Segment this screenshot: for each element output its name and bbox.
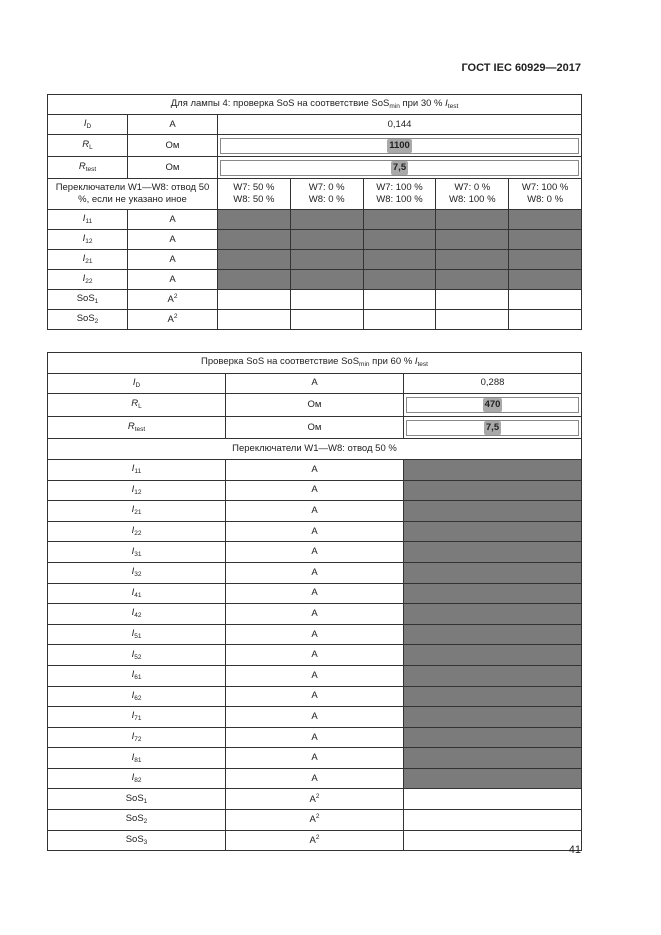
unit-cell [226, 583, 404, 604]
symbol: I [131, 586, 135, 598]
sos-table-60pct [47, 352, 582, 851]
shaded-cell [404, 542, 582, 563]
symbol-cell [48, 727, 226, 748]
symbol-cell [48, 521, 226, 542]
unit: A [311, 731, 318, 743]
unit-cell [226, 394, 404, 417]
symbol: I [131, 730, 135, 742]
value: 7,5 [392, 161, 407, 173]
shaded-cell [290, 270, 363, 290]
switch-header-row [48, 439, 582, 460]
symbol-sub: test [134, 426, 146, 434]
symbol-cell [48, 394, 226, 417]
symbol-sub: 21 [134, 509, 142, 517]
unit: A [309, 814, 316, 826]
symbol: I [131, 504, 135, 516]
unit: A [311, 505, 318, 517]
shaded-cell [363, 210, 436, 230]
value-cell [404, 416, 582, 439]
title-sub: min [389, 102, 400, 110]
unit-cell [226, 830, 404, 851]
unit-cell [226, 521, 404, 542]
symbol-sub: 22 [85, 277, 93, 285]
table-row [48, 250, 582, 270]
value-cell [218, 115, 582, 135]
table-row [48, 789, 582, 810]
unit-cell [226, 416, 404, 439]
empty-cell [218, 310, 291, 330]
symbol: I [132, 376, 136, 388]
unit: A [311, 525, 318, 537]
table-row [48, 624, 582, 645]
unit: A [311, 607, 318, 619]
symbol: R [82, 138, 90, 150]
switch-col-5: W7: 100 % W8: 0 % [509, 179, 582, 210]
page-number: 41 [568, 844, 581, 856]
symbol-sub: 41 [134, 591, 142, 599]
symbol: R [131, 398, 139, 410]
unit-cell [226, 562, 404, 583]
symbol-cell [48, 542, 226, 563]
table-row [48, 459, 582, 480]
shaded-cell [290, 230, 363, 250]
unit: A [311, 463, 318, 475]
table-row [48, 310, 582, 330]
unit-cell [128, 115, 218, 135]
unit-sup: 2 [315, 834, 320, 842]
symbol: I [131, 689, 135, 701]
symbol-sub: 61 [134, 674, 142, 682]
unit-cell [128, 270, 218, 290]
symbol-cell [48, 373, 226, 394]
empty-cell [436, 290, 509, 310]
shaded-cell [509, 230, 582, 250]
empty-cell [404, 830, 582, 851]
title-mid: при 60 % [369, 356, 415, 368]
symbol-sub: L [89, 143, 93, 151]
value-box [406, 420, 579, 436]
unit-cell [128, 290, 218, 310]
unit-cell [226, 645, 404, 666]
empty-cell [404, 789, 582, 810]
empty-cell [509, 290, 582, 310]
symbol-sub: 11 [85, 217, 93, 225]
symbol-sub: 42 [134, 612, 142, 620]
symbol: I [82, 232, 86, 244]
empty-cell [363, 310, 436, 330]
symbol: SoS [76, 292, 95, 304]
title-symbol-sub: test [447, 102, 459, 110]
unit: A [311, 772, 318, 784]
unit-cell [226, 789, 404, 810]
value: 470 [484, 398, 501, 410]
symbol: R [78, 160, 86, 172]
symbol-sub: 22 [134, 529, 142, 537]
unit-sup: 2 [173, 293, 178, 301]
unit-cell [226, 459, 404, 480]
shaded-cell [363, 230, 436, 250]
symbol-sub: 82 [134, 777, 142, 785]
table-row [48, 270, 582, 290]
title-symbol-sub: test [417, 361, 428, 369]
symbol: I [131, 627, 135, 639]
shaded-cell [436, 210, 509, 230]
symbol: I [131, 545, 135, 557]
table-title [48, 95, 582, 115]
table-row [48, 521, 582, 542]
table-row [48, 501, 582, 522]
shaded-cell [436, 270, 509, 290]
value: 1100 [389, 139, 410, 151]
symbol-cell [48, 459, 226, 480]
title-sub: min [359, 361, 370, 369]
symbol-cell [48, 115, 128, 135]
shaded-cell [436, 250, 509, 270]
param-row [48, 115, 582, 135]
empty-cell [218, 290, 291, 310]
value-box [406, 397, 579, 413]
shaded-cell [404, 768, 582, 789]
unit: A [311, 669, 318, 681]
symbol-sub: 71 [134, 715, 142, 723]
unit: A [311, 690, 318, 702]
unit-cell [128, 310, 218, 330]
symbol-cell [48, 230, 128, 250]
symbol-cell [48, 210, 128, 230]
empty-cell [290, 310, 363, 330]
unit-cell [226, 665, 404, 686]
empty-cell [404, 810, 582, 831]
table-row [48, 210, 582, 230]
symbol-cell [48, 748, 226, 769]
unit-cell [226, 748, 404, 769]
shaded-cell [404, 583, 582, 604]
unit: A [169, 273, 176, 285]
unit-cell [128, 210, 218, 230]
symbol-sub: 21 [85, 257, 93, 265]
switch-col-3: W7: 100 % W8: 100 % [363, 179, 436, 210]
symbol-cell [48, 250, 128, 270]
unit-cell [226, 542, 404, 563]
sos-table-lamp4 [47, 94, 582, 330]
unit-cell [226, 768, 404, 789]
shaded-cell [509, 270, 582, 290]
symbol-cell [48, 830, 226, 851]
symbol: I [131, 772, 135, 784]
switch-label: Переключатели W1—W8: отвод 50 % [48, 439, 582, 460]
symbol-sub: 51 [134, 632, 142, 640]
symbol-cell [48, 810, 226, 831]
switch-col-1: W7: 50 % W8: 50 % [218, 179, 291, 210]
unit-cell [226, 707, 404, 728]
symbol-sub: 31 [134, 550, 142, 558]
symbol-sub: 12 [134, 488, 142, 496]
shaded-cell [404, 521, 582, 542]
table-title-row [48, 353, 582, 374]
symbol: I [131, 524, 135, 536]
table-row [48, 542, 582, 563]
symbol-cell [48, 665, 226, 686]
unit-cell [226, 624, 404, 645]
symbol-sub: 62 [134, 694, 142, 702]
title-text: Для лампы 4: проверка SoS на соответствие SoS [170, 97, 390, 109]
unit-cell [226, 686, 404, 707]
table-row [48, 748, 582, 769]
unit: Ом [307, 399, 322, 411]
symbol: I [82, 252, 86, 264]
shaded-cell [509, 210, 582, 230]
title-symbol: I [445, 97, 448, 109]
unit-cell [226, 604, 404, 625]
symbol: I [131, 710, 135, 722]
unit-cell [226, 501, 404, 522]
symbol: I [131, 648, 135, 660]
symbol: I [131, 483, 135, 495]
shaded-cell [404, 624, 582, 645]
symbol-sub: 2 [94, 317, 99, 325]
unit: A [167, 314, 174, 326]
param-row [48, 416, 582, 439]
shaded-cell [218, 270, 291, 290]
table-row [48, 562, 582, 583]
symbol-sub: 1 [143, 797, 148, 805]
symbol-cell [48, 583, 226, 604]
shaded-cell [404, 604, 582, 625]
unit: A [169, 253, 176, 265]
symbol: SoS [76, 312, 95, 324]
symbol-cell [48, 135, 128, 157]
symbol-sub: test [85, 165, 97, 173]
symbol-sub: 12 [85, 237, 93, 245]
symbol-sub: 2 [143, 818, 148, 826]
symbol: I [82, 212, 86, 224]
unit: A [311, 628, 318, 640]
unit: A [167, 294, 174, 306]
shaded-cell [290, 210, 363, 230]
table-row [48, 686, 582, 707]
table-row [48, 830, 582, 851]
shaded-cell [404, 501, 582, 522]
symbol: I [82, 272, 86, 284]
symbol-sub: 81 [134, 756, 142, 764]
table-row [48, 727, 582, 748]
table-row [48, 583, 582, 604]
symbol: SoS [125, 833, 144, 845]
switch-label: Переключатели W1—W8: отвод 50 %, если не указано иное [48, 179, 218, 210]
unit-cell [226, 727, 404, 748]
shaded-cell [404, 748, 582, 769]
shaded-cell [404, 665, 582, 686]
shaded-cell [290, 250, 363, 270]
unit: A [311, 484, 318, 496]
param-row [48, 135, 582, 157]
value-cell [404, 394, 582, 417]
symbol-sub: L [138, 403, 142, 411]
unit-cell [226, 373, 404, 394]
unit-sup: 2 [315, 813, 320, 821]
table-row [48, 707, 582, 728]
table-row [48, 480, 582, 501]
unit-cell [128, 135, 218, 157]
title-symbol: I [414, 356, 418, 368]
unit: A [169, 213, 176, 225]
symbol-cell [48, 416, 226, 439]
symbol-cell [48, 624, 226, 645]
value-cell [404, 373, 582, 394]
symbol: I [131, 463, 135, 475]
switch-col-2: W7: 0 % W8: 0 % [290, 179, 363, 210]
unit: Ом [165, 161, 180, 173]
unit: A [311, 587, 318, 599]
symbol-sub: 72 [134, 735, 142, 743]
shaded-cell [218, 230, 291, 250]
symbol-cell [48, 270, 128, 290]
empty-cell [290, 290, 363, 310]
param-row [48, 157, 582, 179]
title-text: Проверка SoS на соответствие SoS [201, 356, 360, 368]
switch-col-4: W7: 0 % W8: 100 % [436, 179, 509, 210]
unit: A [311, 546, 318, 558]
standard-designation: ГОСТ IEC 60929—2017 [461, 62, 581, 74]
unit: A [169, 118, 176, 130]
table-row [48, 768, 582, 789]
table-title [48, 353, 582, 374]
symbol-sub: D [135, 381, 141, 389]
symbol: I [131, 566, 135, 578]
symbol-sub: 11 [134, 468, 142, 476]
symbol-sub: 32 [134, 571, 142, 579]
unit: A [169, 233, 176, 245]
value-cell [218, 135, 582, 157]
shaded-cell [404, 459, 582, 480]
symbol: SoS [125, 813, 144, 825]
shaded-cell [404, 707, 582, 728]
symbol-sub: 3 [143, 838, 148, 846]
param-row [48, 373, 582, 394]
switch-header-row [48, 179, 582, 210]
empty-cell [509, 310, 582, 330]
unit-cell [128, 250, 218, 270]
shaded-cell [218, 250, 291, 270]
symbol: I [131, 607, 135, 619]
unit-sup: 2 [173, 313, 178, 321]
unit: A [311, 377, 318, 389]
symbol-sub: D [86, 122, 92, 130]
unit-cell [128, 230, 218, 250]
symbol-sub: 1 [94, 297, 99, 305]
unit: A [309, 835, 316, 847]
shaded-cell [509, 250, 582, 270]
shaded-cell [404, 480, 582, 501]
symbol: R [127, 421, 135, 433]
unit: A [311, 710, 318, 722]
unit: Ом [307, 421, 322, 433]
value-cell [218, 157, 582, 179]
value: 0,288 [480, 377, 505, 389]
unit-cell [128, 157, 218, 179]
symbol: I [131, 669, 135, 681]
shaded-cell [218, 210, 291, 230]
param-row [48, 394, 582, 417]
symbol-cell [48, 501, 226, 522]
table-row [48, 645, 582, 666]
symbol-cell [48, 604, 226, 625]
symbol: SoS [125, 792, 144, 804]
symbol-cell [48, 480, 226, 501]
symbol-cell [48, 645, 226, 666]
empty-cell [363, 290, 436, 310]
unit: A [311, 752, 318, 764]
symbol-cell [48, 290, 128, 310]
table-row [48, 230, 582, 250]
unit-sup: 2 [315, 792, 320, 800]
shaded-cell [404, 727, 582, 748]
shaded-cell [436, 230, 509, 250]
value-box [220, 138, 579, 154]
symbol-cell [48, 686, 226, 707]
symbol-cell [48, 768, 226, 789]
symbol: I [131, 751, 135, 763]
table-row [48, 290, 582, 310]
unit: A [309, 793, 316, 805]
shaded-cell [363, 270, 436, 290]
symbol-cell [48, 310, 128, 330]
shaded-cell [363, 250, 436, 270]
symbol-cell [48, 789, 226, 810]
symbol: I [83, 117, 87, 129]
value-box [220, 160, 579, 176]
symbol-sub: 52 [134, 653, 142, 661]
shaded-cell [404, 562, 582, 583]
value: 7,5 [485, 421, 500, 433]
shaded-cell [404, 686, 582, 707]
symbol-cell [48, 562, 226, 583]
unit: A [311, 566, 318, 578]
unit-cell [226, 480, 404, 501]
table-row [48, 604, 582, 625]
unit-cell [226, 810, 404, 831]
value: 0,144 [387, 118, 412, 130]
symbol-cell [48, 157, 128, 179]
unit: A [311, 649, 318, 661]
unit: Ом [165, 139, 180, 151]
table-row [48, 665, 582, 686]
table-row [48, 810, 582, 831]
symbol-cell [48, 707, 226, 728]
table-title-row [48, 95, 582, 115]
empty-cell [436, 310, 509, 330]
shaded-cell [404, 645, 582, 666]
title-mid: при 30 % [399, 97, 446, 109]
